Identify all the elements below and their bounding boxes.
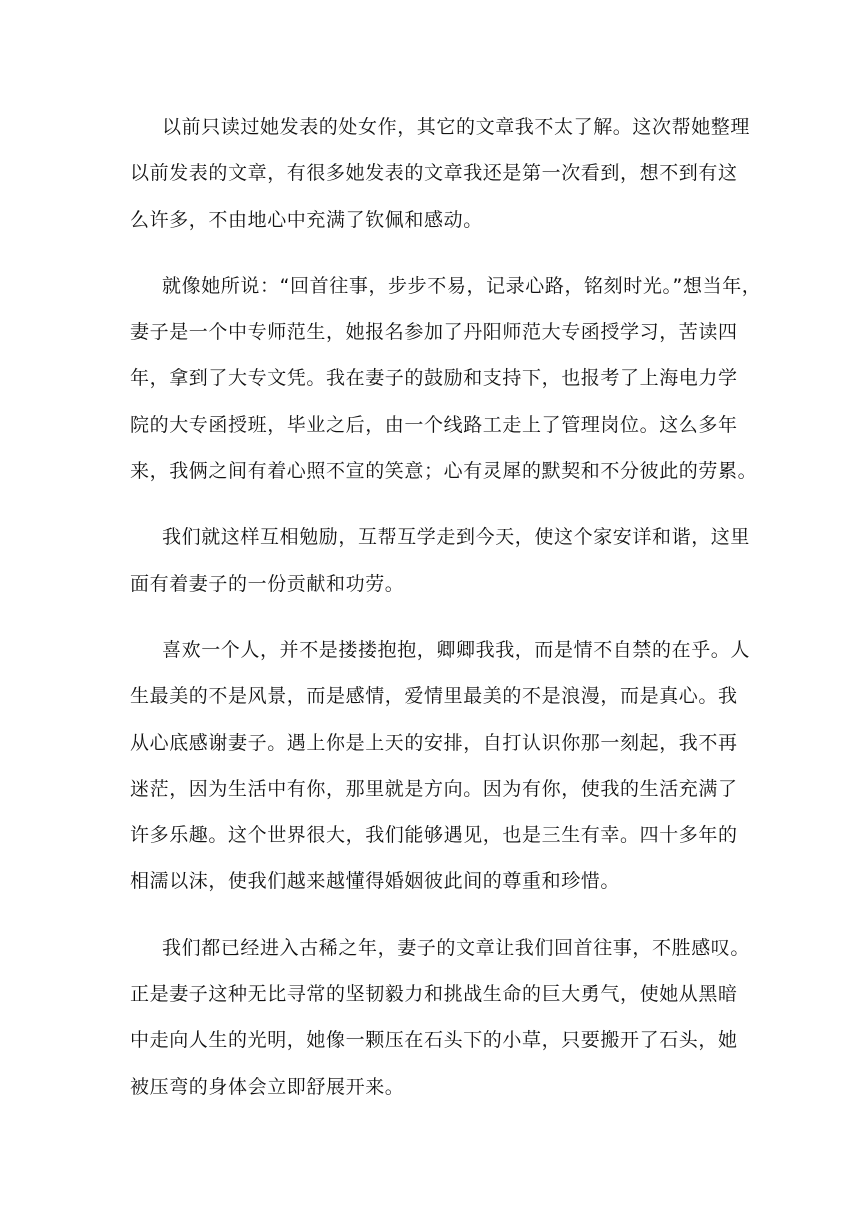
text-line: 来，我俩之间有着心照不宣的笑意；心有灵犀的默契和不分彼此的劳累。	[130, 460, 758, 483]
text-line: 中走向人生的光明，她像一颗压在石头下的小草，只要搬开了石头，她	[130, 1029, 738, 1052]
text-line: 生最美的不是风景，而是感情，爱情里最美的不是浪漫，而是真心。我	[130, 685, 738, 708]
text-line: 院的大专函授班，毕业之后，由一个线路工走上了管理岗位。这么多年	[130, 413, 738, 436]
text-line: 年，拿到了大专文凭。我在妻子的鼓励和支持下，也报考了上海电力学	[130, 367, 738, 390]
text-line: 妻子是一个中专师范生，她报名参加了丹阳师范大专函授学习，苦读四	[130, 321, 738, 344]
text-line: 面有着妻子的一份贡献和功劳。	[130, 572, 405, 595]
paragraph-5	[130, 925, 751, 1110]
paragraph-3	[130, 514, 751, 607]
document-body	[130, 104, 762, 1130]
text-line: 以前只读过她发表的处女作，其它的文章我不太了解。这次帮她整理	[162, 116, 751, 138]
paragraph-2	[130, 263, 762, 494]
text-line: 喜欢一个人，并不是搂搂抱抱，卿卿我我，而是情不自禁的在乎。人	[162, 638, 751, 661]
text-line: 以前发表的文章，有很多她发表的文章我还是第一次看到，想不到有这	[130, 162, 738, 185]
text-line: 迷茫，因为生活中有你，那里就是方向。因为有你，使我的生活充满了	[130, 777, 738, 800]
text-line: 正是妻子这种无比寻常的坚韧毅力和挑战生命的巨大勇气，使她从黑暗	[130, 983, 738, 1006]
text-line: 从心底感谢妻子。遇上你是上天的安排，自打认识你那一刻起，我不再	[130, 731, 738, 754]
text-line: 被压弯的身体会立即舒展开来。	[130, 1075, 405, 1098]
paragraph-4	[130, 627, 751, 905]
text-line: 我们就这样互相勉励，互帮互学走到今天，使这个家安详和谐，这里	[162, 526, 751, 549]
paragraph-1	[130, 104, 751, 243]
text-line: 相濡以沫，使我们越来越懂得婚姻彼此间的尊重和珍惜。	[130, 870, 621, 893]
text-line: 许多乐趣。这个世界很大，我们能够遇见，也是三生有幸。四十多年的	[130, 824, 738, 847]
text-line: 我们都已经进入古稀之年，妻子的文章让我们回首往事，不胜感叹。	[162, 936, 751, 959]
text-line: 就像她所说：“回首往事，步步不易，记录心路，铭刻时光。”想当年，	[162, 274, 762, 297]
text-line: 么许多，不由地心中充满了钦佩和感动。	[130, 208, 483, 231]
